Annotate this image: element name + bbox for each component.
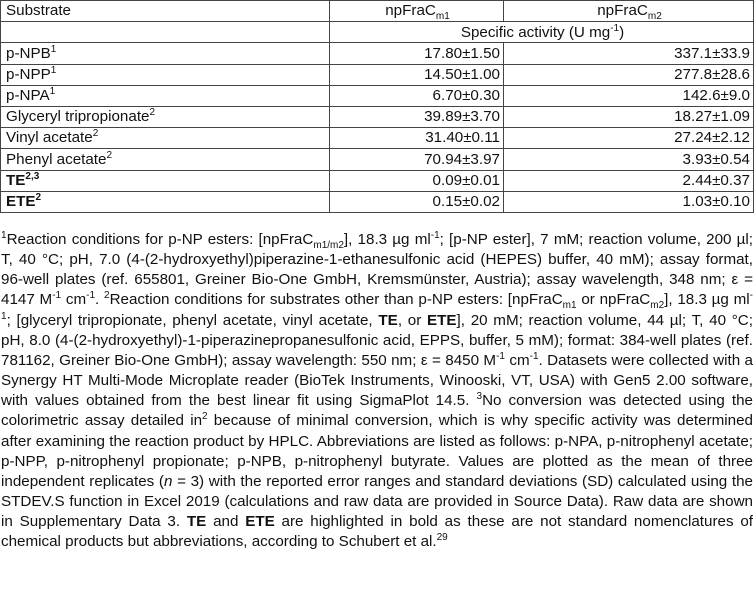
npfrac-m1-value-cell: 0.15±0.02 bbox=[330, 191, 504, 212]
npfrac-m2-value-cell: 2.44±0.37 bbox=[504, 170, 754, 191]
npfrac-m1-column-header: npFraC$_{m1}$ bbox=[330, 1, 504, 22]
substrate-cell: p-NPP$^1$ bbox=[1, 64, 330, 85]
substrate-cell: Vinyl acetate$^2$ bbox=[1, 128, 330, 149]
npfrac-m2-value-cell: 277.8±28.6 bbox=[504, 64, 754, 85]
substrate-cell: Glyceryl tripropionate$^2$ bbox=[1, 106, 330, 127]
specific-activity-header: Specific activity (U $mg^{-1}$) bbox=[330, 22, 754, 43]
substrate-cell: p-NPA$^1$ bbox=[1, 85, 330, 106]
table-row bbox=[1, 64, 754, 85]
npfrac-m1-value-cell: 31.40±0.11 bbox=[330, 128, 504, 149]
npfrac-m1-value-cell: 39.89±3.70 bbox=[330, 106, 504, 127]
table-row bbox=[1, 191, 754, 212]
npfrac-m2-value-cell: 337.1±33.9 bbox=[504, 43, 754, 64]
table-subheader-row bbox=[1, 22, 754, 43]
table-row bbox=[1, 170, 754, 191]
npfrac-m1-value-cell: 17.80±1.50 bbox=[330, 43, 504, 64]
npfrac-m2-value-cell: 18.27±1.09 bbox=[504, 106, 754, 127]
table-row bbox=[1, 85, 754, 106]
specific-activity-table bbox=[0, 0, 754, 213]
table-footnote: $^1$Reaction conditions for p-NP esters: [npFraC$_{m1/m2}$], 18.3 µg $ml^{-1}$; [p-NP ester], 7 mM; reaction volume, 200 µl; T, 40 °C; pH, 7.0 (4-(2-hydroxyethyl)piperazine-1-ethanesulfonic acid (HEPES) buffer, 40 mM); assay format, 96-well plates (ref. 655801, Greiner Bio-One GmbH, Kremsmünster, Austria); assay wavelength, 348 nm; ε = 4147 $M^{-1}$ $cm^{-1}$. $^2$Reaction conditions for substrates other than p-NP esters: [npFraC$_{m1}$ or npFraC$_{m2}$], 18.3 µg $ml^{-1}$; [glyceryl tripropionate, phenyl acetate, vinyl acetate, TE, or ETE], 20 mM; reaction volume, 44 µl; T, 40 °C; pH, 8.0 (4-(2-hydroxyethyl)-1-piperazinepropanesulfonic acid, EPPS, buffer, 5 mM); format: 384-well plates (ref. 781162, Greiner Bio-One GmbH); assay wavelength: 550 nm; ε = 8450 $M^{-1}$ $cm^{-1}$. Datasets were collected with a Synergy HT Multi-Mode Microplate reader (BioTek Instruments, Winooski, VT, USA) with Gen5 2.00 software, with values obtained from the best linear fit using SigmaPlot 14.5. $^3$No conversion was detected using the colorimetric assay detailed $in^2$ because of minimal conversion, which is why specific activity was determined after examining the reaction product by HPLC. Abbreviations are listed as follows: p-NPA, p-nitrophenyl acetate; p-NPP, p-nitrophenyl propionate; p-NPB, p-nitrophenyl butyrate. Values are plotted as the mean of three independent replicates (n = 3) with the reported error ranges and standard deviations (SD) calculated using the STDEV.S function in Excel 2019 (calculations and raw data are provided in Source Data). Raw data are shown in Supplementary Data 3. TE and ETE are highlighted in bold as these are not standard nomenclatures of chemical products but abbreviations, according to Schubert et al.$^{29}$ bbox=[1, 229, 754, 551]
table-row bbox=[1, 43, 754, 64]
table-header-row bbox=[1, 1, 754, 22]
npfrac-m1-value-cell: 14.50±1.00 bbox=[330, 64, 504, 85]
npfrac-m1-value-cell: 6.70±0.30 bbox=[330, 85, 504, 106]
substrate-cell: TE$^{2,3}$ bbox=[1, 170, 330, 191]
substrate-column-header: Substrate bbox=[1, 1, 330, 22]
substrate-cell: Phenyl acetate$^2$ bbox=[1, 149, 330, 170]
empty-cell bbox=[1, 22, 330, 43]
substrate-cell: p-NPB$^1$ bbox=[1, 43, 330, 64]
npfrac-m2-value-cell: 3.93±0.54 bbox=[504, 149, 754, 170]
table-row bbox=[1, 149, 754, 170]
table-row bbox=[1, 128, 754, 149]
npfrac-m2-value-cell: 1.03±0.10 bbox=[504, 191, 754, 212]
npfrac-m2-value-cell: 27.24±2.12 bbox=[504, 128, 754, 149]
table-row bbox=[1, 106, 754, 127]
npfrac-m2-column-header: npFraC$_{m2}$ bbox=[504, 1, 754, 22]
npfrac-m2-value-cell: 142.6±9.0 bbox=[504, 85, 754, 106]
npfrac-m1-value-cell: 0.09±0.01 bbox=[330, 170, 504, 191]
npfrac-m1-value-cell: 70.94±3.97 bbox=[330, 149, 504, 170]
substrate-cell: ETE$^2$ bbox=[1, 191, 330, 212]
